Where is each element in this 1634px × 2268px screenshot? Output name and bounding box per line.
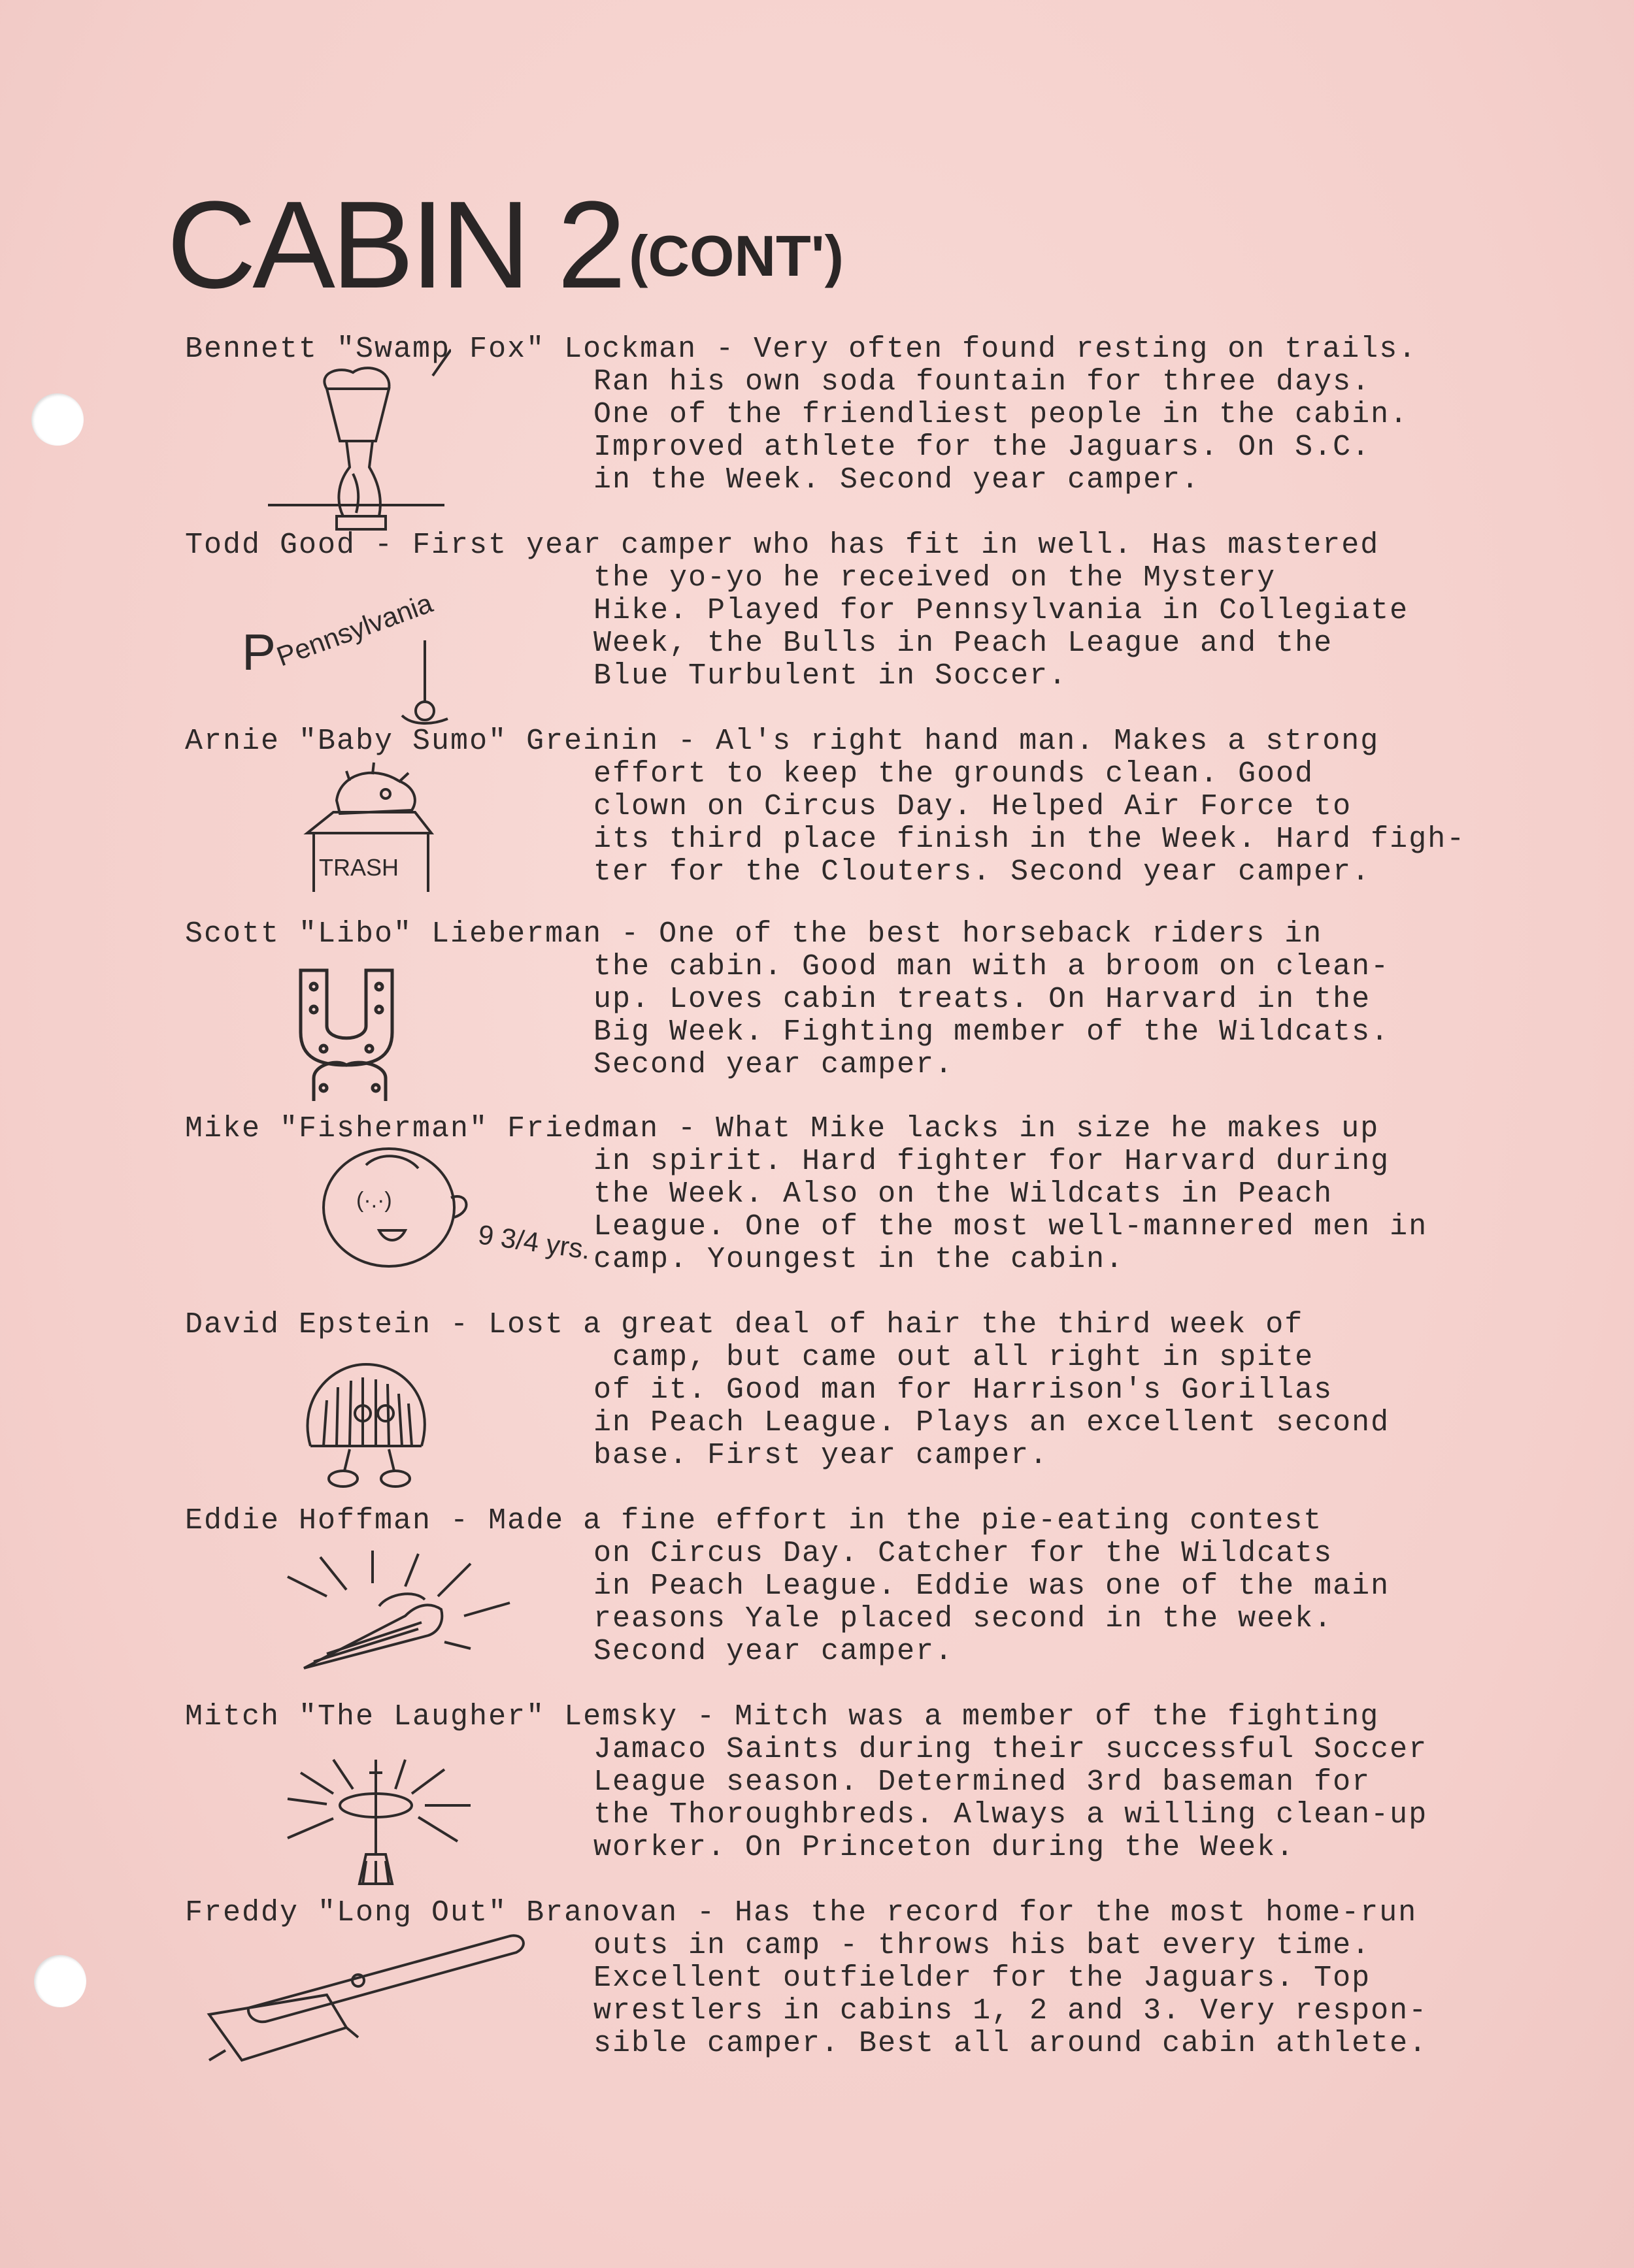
- camper-line: in spirit. Hard fighter for Harvard during: [593, 1145, 1390, 1178]
- camper-headline: Scott "Libo" Lieberman - One of the best horseback riders in: [185, 917, 1323, 951]
- camper-line: the Thoroughbreds. Always a willing clean-up: [593, 1798, 1428, 1832]
- camper-line: Hike. Played for Pennsylvania in Collegiate: [593, 594, 1409, 627]
- camper-line: Second year camper.: [593, 1635, 954, 1668]
- camper-headline: Eddie Hoffman - Made a fine effort in the pie-eating contest: [185, 1504, 1323, 1537]
- camper-line: Improved athlete for the Jaguars. On S.C.: [593, 431, 1371, 464]
- camper-line: in Peach League. Plays an excellent second: [593, 1406, 1390, 1439]
- svg-text:(·.·): (·.·): [356, 1188, 392, 1213]
- page-title: [167, 176, 844, 314]
- binder-hole-top: [31, 393, 84, 446]
- trash-can-icon: [301, 755, 444, 905]
- camper-line: Excellent outfielder for the Jaguars. Top: [593, 1962, 1371, 1995]
- camper-line: effort to keep the grounds clean. Good: [593, 757, 1314, 791]
- camper-line: Second year camper.: [593, 1048, 954, 1081]
- page-title-main: CABIN 2: [167, 176, 623, 314]
- camper-line: Big Week. Fighting member of the Wildcats.: [593, 1015, 1390, 1049]
- pie-slice-icon: [275, 1537, 536, 1688]
- camper-line: the yo-yo he received on the Mystery: [593, 561, 1276, 595]
- bat-and-base-icon: [196, 1923, 536, 2086]
- camper-headline: Arnie "Baby Sumo" Greinin - Al's right hand man. Makes a strong: [185, 725, 1380, 758]
- camper-line: One of the friendliest people in the cabin.: [593, 398, 1409, 431]
- camper-headline: David Epstein - Lost a great deal of hair the third week of: [185, 1308, 1304, 1341]
- svg-text:P: P: [242, 623, 276, 681]
- camper-line: its third place finish in the Week. Hard figh-: [593, 823, 1466, 856]
- trash-label: TRASH: [319, 854, 399, 881]
- horseshoe-icon: [288, 961, 418, 1111]
- camper-line: League season. Determined 3rd baseman for: [593, 1766, 1371, 1799]
- camper-line: Week, the Bulls in Peach League and the: [593, 627, 1333, 660]
- shaggy-hair-icon: [297, 1361, 435, 1492]
- shining-broom-icon: [248, 1734, 523, 1890]
- camper-line: the Week. Also on the Wildcats in Peach: [593, 1177, 1333, 1211]
- face-icon: [320, 1145, 595, 1276]
- camper-line: in the Week. Second year camper.: [593, 463, 1201, 497]
- camper-line: ter for the Clouters. Second year camper.: [593, 855, 1371, 889]
- camper-line: Ran his own soda fountain for three days.: [593, 365, 1371, 399]
- camper-line: League. One of the most well-mannered men in: [593, 1210, 1428, 1243]
- camper-headline: Mitch "The Laugher" Lemsky - Mitch was a member of the fighting: [185, 1700, 1380, 1734]
- camper-line: outs in camp - throws his bat every time.: [593, 1929, 1371, 1962]
- page-title-suffix: (CONT'): [629, 223, 844, 288]
- soda-fountain-icon: [255, 343, 451, 539]
- camper-headline: Freddy "Long Out" Branovan - Has the record for the most home-run: [185, 1896, 1418, 1930]
- camper-line: wrestlers in cabins 1, 2 and 3. Very respon-: [593, 1994, 1428, 2028]
- camper-line: up. Loves cabin treats. On Harvard in the: [593, 983, 1371, 1016]
- camper-line: Jamaco Saints during their successful Soccer: [593, 1733, 1428, 1766]
- camper-line: on Circus Day. Catcher for the Wildcats: [593, 1537, 1333, 1570]
- camper-line: reasons Yale placed second in the week.: [593, 1602, 1333, 1635]
- camper-headline: Mike "Fisherman" Friedman - What Mike lacks in size he makes up: [185, 1112, 1380, 1145]
- age-handwriting: 9 3/4 yrs.: [476, 1219, 593, 1265]
- camper-line: camp, but came out all right in spite: [593, 1341, 1314, 1374]
- camper-line: the cabin. Good man with a broom on clean-: [593, 950, 1390, 983]
- camper-line: sible camper. Best all around cabin athlete.: [593, 2027, 1428, 2060]
- camper-line: worker. On Princeton during the Week.: [593, 1831, 1295, 1864]
- camper-line: camp. Youngest in the cabin.: [593, 1243, 1125, 1276]
- pennsylvania-handwriting: Pennsylvania: [273, 587, 437, 672]
- camper-line: clown on Circus Day. Helped Air Force to: [593, 790, 1352, 823]
- camper-headline: Bennett "Swamp Fox" Lockman - Very often found resting on trails.: [185, 333, 1418, 366]
- camper-line: in Peach League. Eddie was one of the main: [593, 1570, 1390, 1603]
- camper-line: of it. Good man for Harrison's Gorillas: [593, 1373, 1333, 1407]
- camper-line: base. First year camper.: [593, 1439, 1049, 1472]
- camper-headline: Todd Good - First year camper who has fit in well. Has mastered: [185, 529, 1380, 562]
- camper-line: Blue Turbulent in Soccer.: [593, 659, 1068, 693]
- yo-yo-icon: [235, 562, 575, 738]
- binder-hole-bottom: [34, 1955, 86, 2007]
